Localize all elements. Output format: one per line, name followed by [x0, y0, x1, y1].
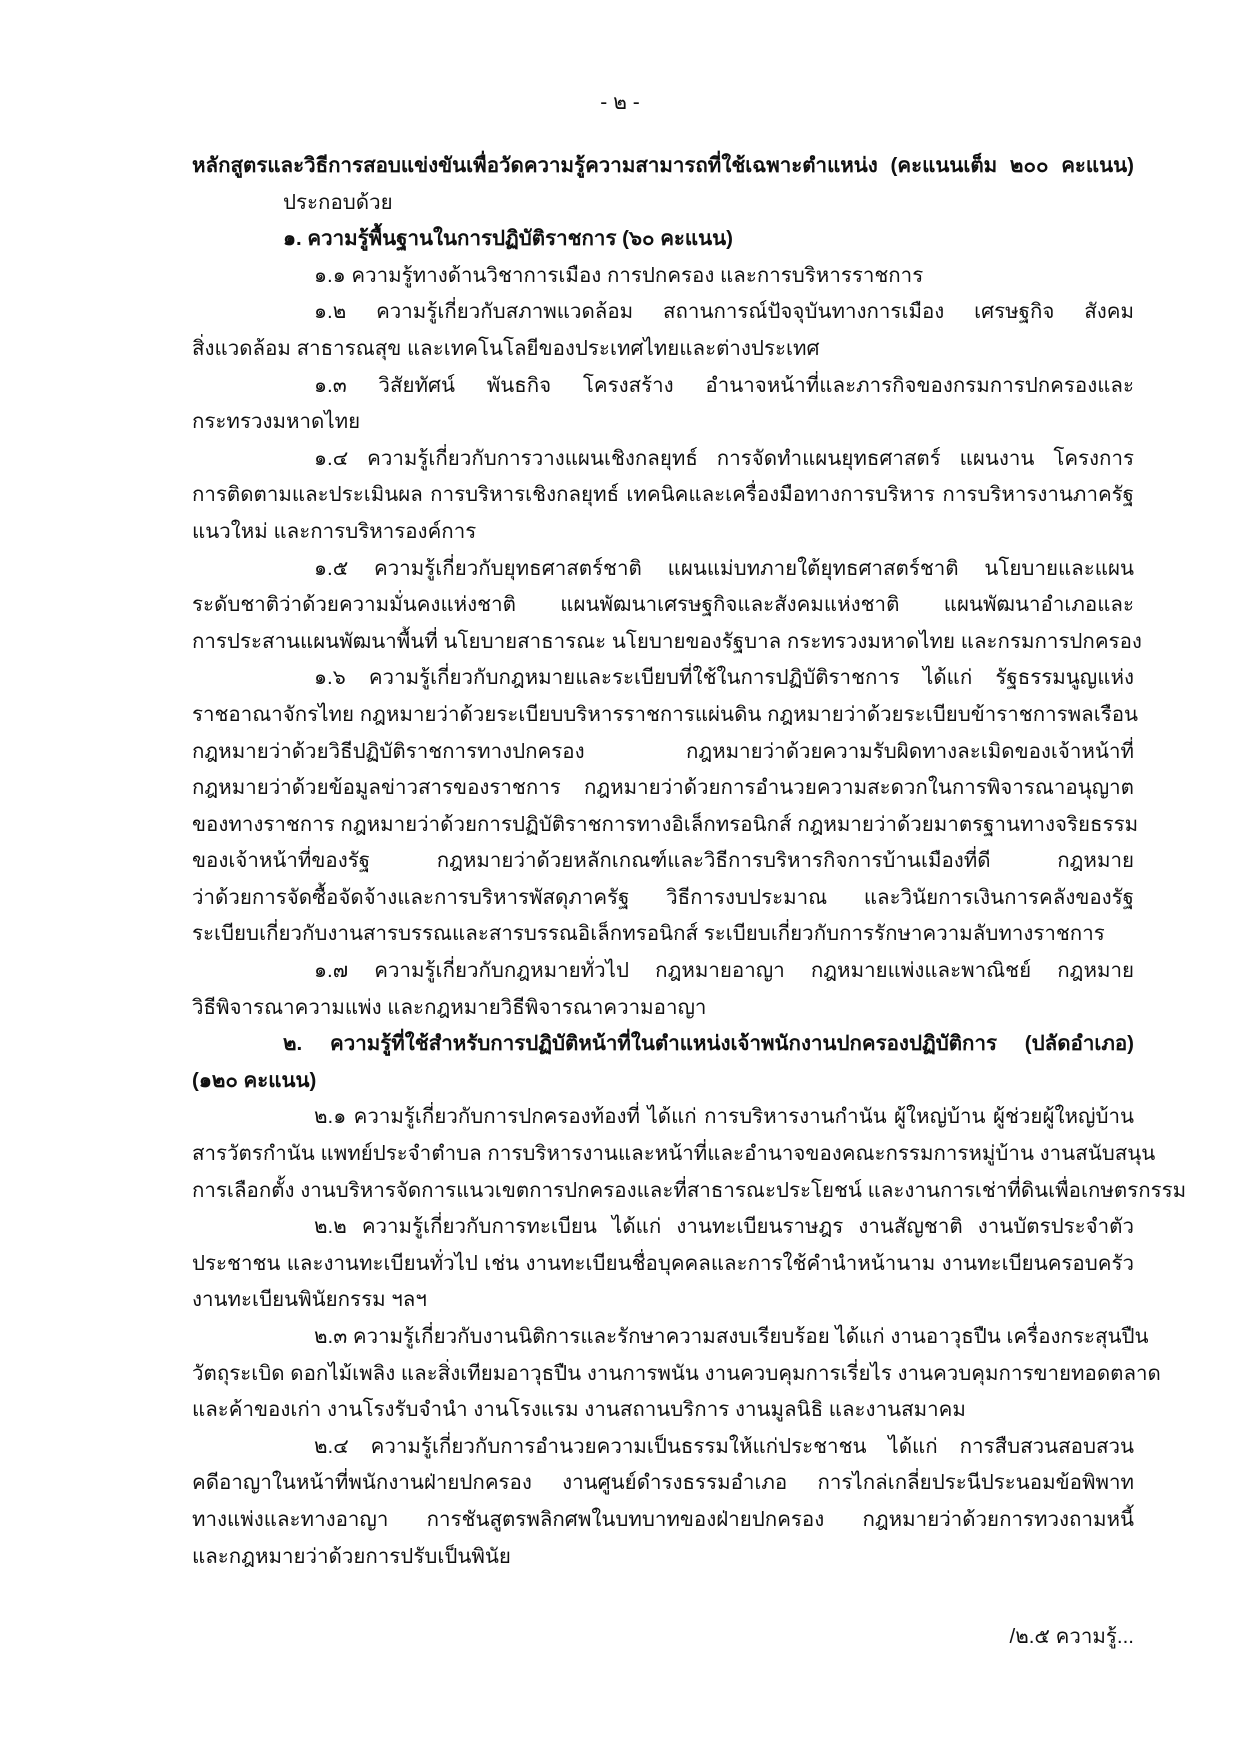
document-body — [192, 148, 1187, 1575]
text-line: ๒. ความรู้ที่ใช้สำหรับการปฏิบัติหน้าที่ในตำแหน่งเจ้าพนักงานปกครองปฏิบัติการ (ปลัดอำเภอ) — [283, 1032, 1134, 1056]
text-line: แนวใหม่ และการบริหารองค์การ — [192, 519, 477, 543]
text-line: ๒.๑ ความรู้เกี่ยวกับการปกครองท้องที่ ได้แก่ การบริหารงานกำนัน ผู้ใหญ่บ้าน ผู้ช่วยผู้ใหญ่บ้าน — [314, 1105, 1134, 1129]
text-line: ราชอาณาจักรไทย กฎหมายว่าด้วยระเบียบบริหารราชการแผ่นดิน กฎหมายว่าด้วยระเบียบข้าราชการพลเรือน — [192, 702, 1139, 726]
text-line: ๑.๒ ความรู้เกี่ยวกับสภาพแวดล้อม สถานการณ์ปัจจุบันทางการเมือง เศรษฐกิจ สังคม — [314, 300, 1134, 324]
text-line: กฎหมายว่าด้วยวิธีปฏิบัติราชการทางปกครอง กฎหมายว่าด้วยความรับผิดทางละเมิดของเจ้าหน้าที่ — [192, 739, 1134, 763]
text-line: สิ่งแวดล้อม สาธารณสุข และเทคโนโลยีของประเทศไทยและต่างประเทศ — [192, 336, 820, 360]
text-line: ๑.๔ ความรู้เกี่ยวกับการวางแผนเชิงกลยุทธ์ การจัดทำแผนยุทธศาสตร์ แผนงาน โครงการ — [314, 446, 1134, 470]
document-title: หลักสูตรและวิธีการสอบแข่งขันเพื่อวัดความรู้ความสามารถที่ใช้เฉพาะตำแหน่ง (คะแนนเต็ม ๒๐๐ คะแนน) — [192, 154, 1134, 177]
text-line: ประชาชน และงานทะเบียนทั่วไป เช่น งานทะเบียนชื่อบุคคลและการใช้คำนำหน้านาม งานทะเบียนครอบครัว — [192, 1251, 1134, 1275]
text-line: ๑.๕ ความรู้เกี่ยวกับยุทธศาสตร์ชาติ แผนแม่บทภายใต้ยุทธศาสตร์ชาติ นโยบายและแผน — [314, 556, 1134, 580]
text-line: คดีอาญาในหน้าที่พนักงานฝ่ายปกครอง งานศูนย์ดำรงธรรมอำเภอ การไกล่เกลี่ยประนีประนอมข้อพิพาท — [192, 1471, 1134, 1495]
text-line: ๑.๓ วิสัยทัศน์ พันธกิจ โครงสร้าง อำนาจหน้าที่และภารกิจของกรมการปกครองและ — [314, 373, 1134, 397]
text-line: ๑. ความรู้พื้นฐานในการปฏิบัติราชการ (๖๐ คะแนน) — [283, 227, 733, 251]
text-line: การประสานแผนพัฒนาพื้นที่ นโยบายสาธารณะ นโยบายของรัฐบาล กระทรวงมหาดไทย และกรมการปกครอง — [192, 629, 1142, 653]
section-heading — [192, 221, 1134, 258]
text-line: ทางแพ่งและทางอาญา การชันสูตรพลิกศพในบทบาทของฝ่ายปกครอง กฎหมายว่าด้วยการทวงถามหนี้ — [192, 1507, 1134, 1531]
text-line: ๑.๖ ความรู้เกี่ยวกับกฎหมายและระเบียบที่ใช้ในการปฏิบัติราชการ ได้แก่ รัฐธรรมนูญแห่ง — [314, 666, 1134, 690]
text-line: ว่าด้วยการจัดซื้อจัดจ้างและการบริหารพัสดุภาครัฐ วิธีการงบประมาณ และวินัยการเงินการคลังของรัฐ — [192, 885, 1134, 909]
text-line: (๑๒๐ คะแนน) — [192, 1068, 317, 1092]
syllabus-item — [192, 441, 1134, 551]
syllabus-item — [192, 660, 1139, 953]
text-line: งานทะเบียนพินัยกรรม ฯลฯ — [192, 1288, 427, 1312]
text-line: สารวัตรกำนัน แพทย์ประจำตำบล การบริหารงานและหน้าที่และอำนาจของคณะกรรมการหมู่บ้าน งานสนับสนุน — [192, 1142, 1156, 1166]
text-line: และกฎหมายว่าด้วยการปรับเป็นพินัย — [192, 1544, 511, 1568]
text-line: ๑.๗ ความรู้เกี่ยวกับกฎหมายทั่วไป กฎหมายอาญา กฎหมายแพ่งและพาณิชย์ กฎหมาย — [314, 959, 1134, 983]
text-line: กระทรวงมหาดไทย — [192, 410, 361, 434]
syllabus-item — [192, 953, 1134, 1026]
text-line: ๒.๒ ความรู้เกี่ยวกับการทะเบียน ได้แก่ งานทะเบียนราษฎร งานสัญชาติ งานบัตรประจำตัว — [314, 1215, 1134, 1239]
consists-of-label: ประกอบด้วย — [283, 190, 393, 214]
syllabus-item — [192, 294, 1134, 367]
syllabus-item — [192, 368, 1134, 441]
text-line: การเลือกตั้ง งานบริหารจัดการแนวเขตการปกครองและที่สาธารณะประโยชน์ และงานการเช่าที่ดินเพื่อเกษตรกรรม — [192, 1178, 1187, 1202]
syllabus-item — [192, 1319, 1161, 1429]
text-line: ๒.๓ ความรู้เกี่ยวกับงานนิติการและรักษาความสงบเรียบร้อย ได้แก่ งานอาวุธปืน เครื่องกระสุนปืน — [314, 1325, 1149, 1348]
text-line: ของทางราชการ กฎหมายว่าด้วยการปฏิบัติราชการทางอิเล็กทรอนิกส์ กฎหมายว่าด้วยมาตรฐานทางจริยธรรม — [192, 812, 1139, 836]
text-line: ของเจ้าหน้าที่ของรัฐ กฎหมายว่าด้วยหลักเกณฑ์และวิธีการบริหารกิจการบ้านเมืองที่ดี กฎหมาย — [192, 849, 1134, 873]
syllabus-item — [192, 1429, 1134, 1575]
syllabus-item — [192, 551, 1142, 661]
syllabus-item — [192, 1099, 1187, 1209]
section-heading — [192, 1026, 1134, 1099]
text-line: กฎหมายว่าด้วยข้อมูลข่าวสารของราชการ กฎหมายว่าด้วยการอำนวยความสะดวกในการพิจารณาอนุญาต — [192, 776, 1134, 800]
continuation-note: /๒.๕ ความรู้... — [1009, 1625, 1134, 1648]
text-line: ระดับชาติว่าด้วยความมั่นคงแห่งชาติ แผนพัฒนาเศรษฐกิจและสังคมแห่งชาติ แผนพัฒนาอำเภอและ — [192, 593, 1134, 617]
page-number: - ๒ - — [600, 91, 640, 114]
text-line: ๒.๔ ความรู้เกี่ยวกับการอำนวยความเป็นธรรมให้แก่ประชาชน ได้แก่ การสืบสวนสอบสวน — [314, 1434, 1134, 1458]
text-line: วัตถุระเบิด ดอกไม้เพลิง และสิ่งเทียมอาวุธปืน งานการพนัน งานควบคุมการเรี่ยไร งานควบคุมการขายทอดตลาด — [192, 1361, 1161, 1385]
syllabus-item — [192, 1209, 1134, 1319]
syllabus-item — [192, 258, 1134, 295]
text-line: และค้าของเก่า งานโรงรับจำนำ งานโรงแรม งานสถานบริการ งานมูลนิธิ และงานสมาคม — [192, 1398, 966, 1422]
text-line: ระเบียบเกี่ยวกับงานสารบรรณและสารบรรณอิเล็กทรอนิกส์ ระเบียบเกี่ยวกับการรักษาความลับทางราชการ — [192, 922, 1105, 946]
text-line: ๑.๑ ความรู้ทางด้านวิชาการเมือง การปกครอง และการบริหารราชการ — [314, 263, 924, 287]
text-line: วิธีพิจารณาความแพ่ง และกฎหมายวิธีพิจารณาความอาญา — [192, 995, 707, 1019]
text-line: การติดตามและประเมินผล การบริหารเชิงกลยุทธ์ เทคนิคและเครื่องมือทางการบริหาร การบริหารงานภาครัฐ — [192, 483, 1134, 507]
